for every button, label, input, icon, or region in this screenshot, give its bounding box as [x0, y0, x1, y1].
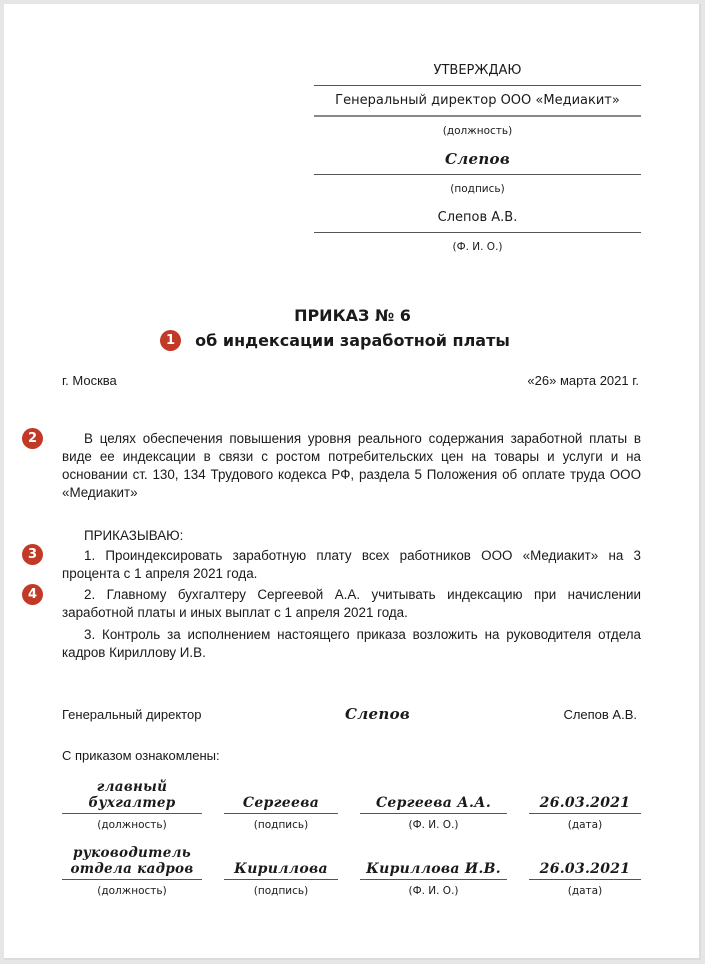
- ack-row-2-position-line1: руководитель: [73, 845, 191, 861]
- ack-row-2-position: [62, 846, 202, 902]
- order-item-3: 3. Контроль за исполнением настоящего приказа возложить на руководителя отдела кадров Кириллову И.В.: [62, 627, 641, 660]
- ack-row-2-date: [529, 846, 641, 902]
- approval-heading: УТВЕРЖДАЮ: [314, 56, 641, 86]
- ack-row-1-position: [62, 780, 202, 836]
- ack-row-2-position-line2: отдела кадров: [70, 861, 194, 877]
- ack-row-1-position-line1: главный: [96, 779, 168, 795]
- marker-3: 3: [22, 544, 43, 565]
- ack-row-2-position-caption: (должность): [97, 885, 167, 897]
- order-subtitle: об индексации заработной платы: [195, 331, 510, 350]
- ack-row-2-name: [360, 846, 507, 902]
- approval-signature-caption: (подпись): [450, 183, 505, 195]
- ack-row-2-signature: [224, 846, 338, 902]
- ack-row-1-date: [529, 780, 641, 836]
- order-date: «26» марта 2021 г.: [527, 373, 639, 388]
- ack-row-2-signature-value: Кириллова: [224, 846, 338, 880]
- signoff-signature: Слепов: [345, 705, 411, 723]
- ack-row-1-date-value: 26.03.2021: [529, 780, 641, 814]
- approval-name: Слепов А.В.: [314, 203, 641, 233]
- marker-1: 1: [160, 330, 181, 351]
- ack-row-2-date-value: 26.03.2021: [529, 846, 641, 880]
- signoff-name: Слепов А.В.: [563, 707, 637, 722]
- approval-position: Генеральный директор ООО «Медиакит»: [314, 86, 641, 117]
- ack-row-2-date-caption: (дата): [567, 885, 603, 897]
- ack-row-1-position-line2: бухгалтер: [88, 795, 176, 811]
- preamble-paragraph: В целях обеспечения повышения уровня реального содержания заработной платы в виде ее индексации в связи с ростом потребительских цен на товары и услуги и на основании ст. 130, 134 Трудового кодекса РФ, раздела 5 Положения об оплате труда ООО «Медиакит»: [62, 431, 641, 500]
- ack-row-1-signature-caption: (подпись): [253, 819, 309, 831]
- ack-row-1-date-caption: (дата): [567, 819, 603, 831]
- order-city: г. Москва: [62, 373, 117, 388]
- ack-row-2-signature-caption: (подпись): [253, 885, 309, 897]
- order-item-2: 2. Главному бухгалтеру Сергеевой А.А. учитывать индексацию при начислении заработной платы и иных выплат с 1 апреля 2021 года.: [62, 587, 641, 620]
- order-title: ПРИКАЗ № 6: [294, 306, 411, 325]
- order-item-1: 1. Проиндексировать заработную плату всех работников ООО «Медиакит» на 3 процента с 1 апреля 2021 года.: [62, 548, 641, 581]
- ack-heading: С приказом ознакомлены:: [62, 748, 220, 763]
- ack-row-2-name-caption: (Ф. И. О.): [408, 885, 459, 897]
- ack-row-1-name-value: Сергеева А.А.: [360, 780, 507, 814]
- marker-4: 4: [22, 584, 43, 605]
- ack-row-1-position-caption: (должность): [97, 819, 167, 831]
- approval-block: [314, 56, 641, 261]
- ack-row-2-name-value: Кириллова И.В.: [360, 846, 507, 880]
- approval-position-caption: (должность): [442, 125, 513, 137]
- ack-row-1-name: [360, 780, 507, 836]
- marker-2: 2: [22, 428, 43, 449]
- approval-signature: Слепов: [314, 145, 641, 175]
- document-page: [4, 4, 701, 960]
- ack-row-1-signature-value: Сергеева: [224, 780, 338, 814]
- approval-name-caption: (Ф. И. О.): [452, 241, 503, 253]
- order-word: ПРИКАЗЫВАЮ:: [84, 528, 184, 543]
- signoff-position: Генеральный директор: [62, 707, 202, 722]
- ack-row-1-signature: [224, 780, 338, 836]
- ack-row-1-name-caption: (Ф. И. О.): [408, 819, 459, 831]
